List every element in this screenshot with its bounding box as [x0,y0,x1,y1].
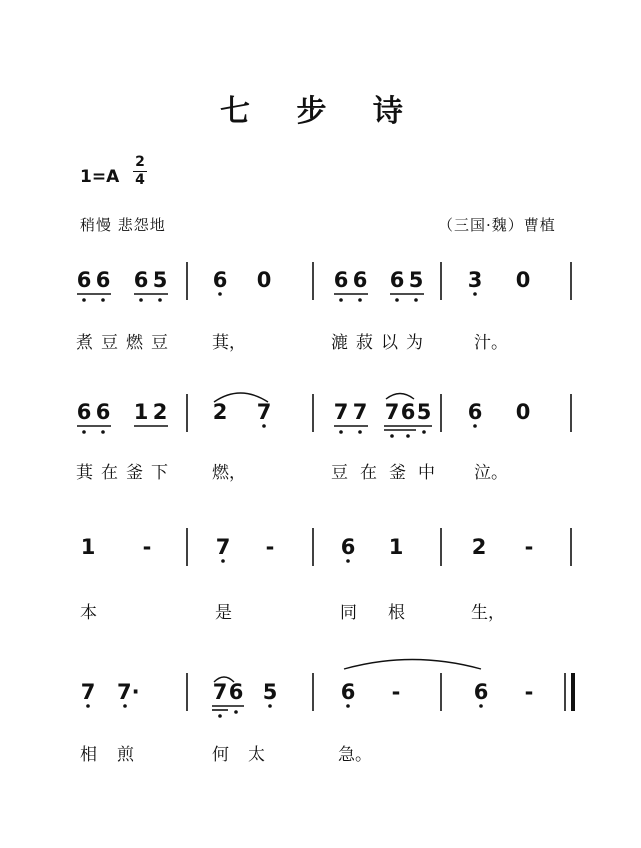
tempo-marking: 稍慢 悲怨地 [80,216,166,234]
note: 7 [333,400,349,424]
lyric: 同 [340,603,357,623]
note: 6 [212,268,228,292]
note: 6 [389,268,405,292]
note: 6 [95,268,111,292]
time-signature-bottom: 4 [135,172,145,188]
lyric: 太 [248,745,265,765]
tie [344,660,481,670]
note: 2 [212,400,228,424]
slur [386,394,414,400]
lyric: 萁， [212,333,246,353]
note: - [265,535,275,559]
lyric: 燃， [212,463,246,483]
note: 6 [473,680,489,704]
note: 7 [215,535,231,559]
note: 5 [416,400,432,424]
note: 6 [340,535,356,559]
note: 5 [262,680,278,704]
note: 3 [467,268,483,292]
note: 5 [152,268,168,292]
lyric: 生， [471,603,505,623]
note: 5 [408,268,424,292]
lyric: 汁。 [474,333,508,353]
note: 0 [515,268,531,292]
note: 1 [133,400,149,424]
lyric: 根 [388,603,405,623]
note: - [391,680,401,704]
lyric: 本 [80,603,97,623]
note: 6 [76,268,92,292]
note: 7· [117,680,140,704]
note: 6 [95,400,111,424]
lyric: 相 [80,745,97,765]
note: 6 [467,400,483,424]
note: 0 [515,400,531,424]
note: - [142,535,152,559]
note: 2 [152,400,168,424]
song-title: 七 步 诗 [220,94,421,129]
note: 6 [352,268,368,292]
slur [214,393,268,402]
slur [214,677,234,682]
note: 7 [212,680,228,704]
note: - [524,680,534,704]
key-signature: 1=A [80,167,120,187]
note: 0 [256,268,272,292]
lyric: 急。 [338,745,372,765]
lyric: 是 [215,603,232,623]
lyric: 煎 [117,745,134,765]
note: 7 [384,400,400,424]
lyric: 何 [212,745,229,765]
lyric: 漉菽以为 [331,333,431,353]
note: 1 [388,535,404,559]
lyric: 萁在釜下 [76,463,176,483]
lyric: 泣。 [474,463,508,483]
note: 6 [228,680,244,704]
note: 2 [471,535,487,559]
note: 6 [400,400,416,424]
note: - [524,535,534,559]
lyric: 煮豆燃豆 [76,333,176,353]
note: 7 [352,400,368,424]
note: 6 [133,268,149,292]
note: 7 [256,400,272,424]
lyric: 豆在釜中 [331,463,447,483]
note: 6 [76,400,92,424]
note: 6 [333,268,349,292]
note: 6 [340,680,356,704]
note: 1 [80,535,96,559]
note: 7 [80,680,96,704]
time-signature-top: 2 [135,154,145,170]
author-credit: （三国·魏）曹植 [438,216,556,234]
